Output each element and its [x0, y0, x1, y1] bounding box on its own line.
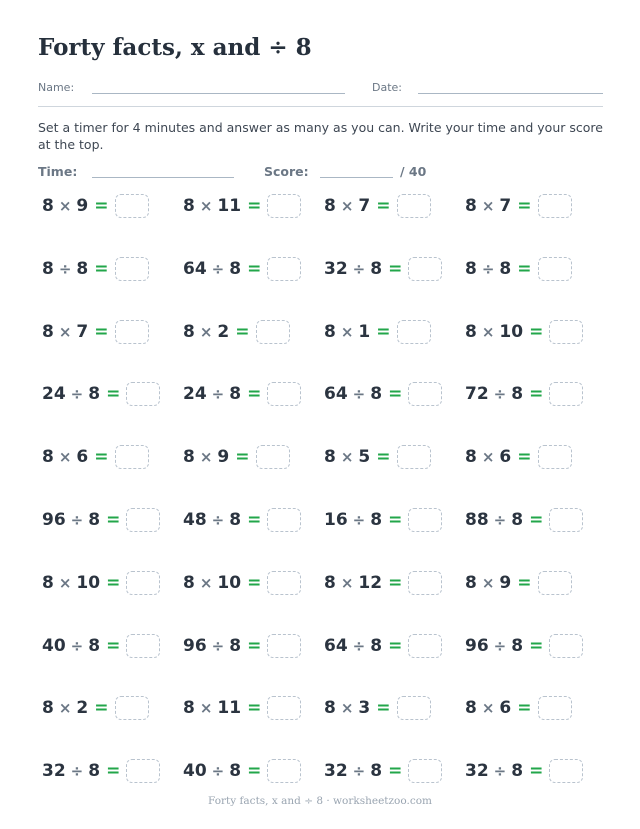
equals-sign: = [529, 384, 544, 405]
answer-box[interactable] [267, 571, 301, 595]
answer-box[interactable] [256, 445, 290, 469]
operand-a: 40 [183, 761, 207, 782]
operator-symbol: × [199, 448, 213, 467]
operand-a: 8 [183, 572, 195, 593]
answer-box[interactable] [267, 759, 301, 783]
answer-box[interactable] [126, 382, 160, 406]
operator-symbol: × [481, 573, 495, 592]
operand-b: 11 [217, 698, 242, 719]
operand-b: 9 [76, 196, 89, 216]
operand-b: 8 [88, 635, 101, 656]
operand-b: 5 [358, 447, 371, 468]
problem-item [324, 633, 442, 659]
operand-b: 6 [76, 447, 89, 468]
equals-sign: = [517, 258, 532, 279]
operator-symbol: ÷ [493, 636, 507, 655]
operator-symbol: ÷ [352, 511, 366, 529]
answer-box[interactable] [126, 634, 160, 658]
operand-b: 8 [511, 384, 524, 405]
operand-b: 8 [229, 635, 242, 656]
operand-a: 8 [42, 258, 54, 279]
operator-symbol: × [340, 197, 354, 215]
problem-item [324, 381, 442, 407]
answer-box[interactable] [115, 696, 149, 720]
operand-b: 8 [88, 384, 101, 405]
answer-box[interactable] [538, 257, 572, 281]
problem-item [42, 381, 160, 407]
answer-box[interactable] [115, 320, 149, 344]
problem-item [42, 758, 160, 784]
answer-box[interactable] [408, 759, 442, 783]
problem-item [183, 381, 301, 407]
equals-sign: = [388, 510, 403, 530]
operand-b: 8 [511, 761, 524, 782]
equals-sign: = [247, 384, 262, 405]
operand-a: 64 [324, 635, 348, 656]
operand-b: 7 [499, 196, 512, 216]
operand-a: 8 [465, 572, 477, 593]
answer-box[interactable] [408, 257, 442, 281]
answer-box[interactable] [267, 257, 301, 281]
operand-a: 8 [42, 572, 54, 593]
name-label: Name: [38, 81, 75, 94]
operator-symbol: ÷ [352, 636, 366, 655]
operand-a: 8 [183, 698, 195, 719]
operand-b: 6 [499, 698, 512, 719]
instructions: Set a timer for 4 minutes and answer as many as you can. Write your time and your score at the top. [38, 120, 603, 152]
operand-a: 8 [465, 196, 477, 216]
operand-a: 8 [183, 321, 195, 342]
answer-box[interactable] [408, 508, 442, 532]
date-label: Date: [372, 81, 402, 94]
problem-item [42, 256, 149, 282]
operand-a: 72 [465, 384, 489, 405]
equals-sign: = [247, 698, 262, 719]
equals-sign: = [94, 258, 109, 279]
operator-symbol: × [340, 322, 354, 341]
operand-a: 40 [42, 635, 66, 656]
operand-b: 8 [511, 635, 524, 656]
equals-sign: = [388, 572, 403, 593]
problem-item [465, 507, 583, 533]
operand-b: 12 [358, 572, 383, 593]
operator-symbol: ÷ [211, 385, 225, 404]
operand-b: 6 [499, 447, 512, 468]
time-label: Time: [38, 164, 78, 179]
operand-a: 64 [183, 258, 207, 279]
score-label: Score: [264, 164, 309, 179]
operand-a: 32 [42, 761, 66, 782]
equals-sign: = [247, 635, 262, 656]
answer-box[interactable] [126, 571, 160, 595]
equals-sign: = [106, 572, 121, 593]
operand-a: 96 [42, 510, 66, 530]
operator-symbol: ÷ [493, 762, 507, 781]
operand-b: 10 [217, 572, 242, 593]
operator-symbol: × [481, 699, 495, 718]
operand-b: 8 [88, 761, 101, 782]
answer-box[interactable] [267, 382, 301, 406]
answer-box[interactable] [115, 257, 149, 281]
operator-symbol: ÷ [211, 636, 225, 655]
equals-sign: = [388, 635, 403, 656]
operator-symbol: × [58, 322, 72, 341]
operand-a: 8 [324, 321, 336, 342]
operand-a: 16 [324, 510, 348, 530]
answer-box[interactable] [126, 759, 160, 783]
answer-box[interactable] [538, 571, 572, 595]
problem-item [465, 381, 583, 407]
operator-symbol: × [58, 699, 72, 718]
operand-a: 96 [465, 635, 489, 656]
problem-item [183, 758, 301, 784]
problem-item [465, 256, 572, 282]
equals-sign: = [247, 572, 262, 593]
operator-symbol: ÷ [70, 762, 84, 781]
equals-sign: = [106, 384, 121, 405]
operand-b: 7 [76, 321, 89, 342]
operand-a: 32 [324, 761, 348, 782]
answer-box[interactable] [397, 194, 431, 218]
answer-box[interactable] [267, 696, 301, 720]
operator-symbol: × [199, 573, 213, 592]
operand-b: 11 [217, 196, 242, 216]
operator-symbol: ÷ [211, 762, 225, 781]
operand-a: 8 [465, 447, 477, 468]
operand-b: 1 [358, 321, 371, 342]
equals-sign: = [517, 196, 532, 216]
operand-a: 32 [465, 761, 489, 782]
equals-sign: = [376, 698, 391, 719]
operator-symbol: × [481, 197, 495, 215]
operand-b: 8 [499, 258, 512, 279]
operator-symbol: × [199, 699, 213, 718]
problem-item [42, 507, 160, 533]
problem-item [183, 633, 301, 659]
answer-box[interactable] [538, 194, 572, 218]
page-title: Forty facts, x and ÷ 8 [38, 34, 312, 61]
equals-sign: = [529, 321, 544, 342]
operator-symbol: ÷ [352, 259, 366, 278]
operand-b: 3 [358, 698, 371, 719]
operand-b: 8 [370, 258, 383, 279]
problem-item [324, 193, 431, 219]
operand-b: 8 [370, 510, 383, 530]
operand-a: 88 [465, 510, 489, 530]
operator-symbol: × [199, 197, 213, 215]
problem-item [183, 319, 290, 345]
operator-symbol: × [481, 448, 495, 467]
answer-box[interactable] [549, 382, 583, 406]
equals-sign: = [247, 761, 262, 782]
operator-symbol: ÷ [70, 385, 84, 404]
equals-sign: = [529, 761, 544, 782]
operator-symbol: × [58, 573, 72, 592]
answer-box[interactable] [126, 508, 160, 532]
problem-item [465, 570, 572, 596]
equals-sign: = [94, 698, 109, 719]
problem-item [183, 507, 301, 533]
answer-box[interactable] [397, 320, 431, 344]
problem-item [183, 695, 301, 721]
problem-item [324, 507, 442, 533]
answer-box[interactable] [549, 759, 583, 783]
operator-symbol: × [340, 573, 354, 592]
operand-b: 8 [229, 510, 242, 530]
equals-sign: = [247, 258, 262, 279]
answer-box[interactable] [549, 508, 583, 532]
problem-item [42, 444, 149, 470]
operator-symbol: × [340, 448, 354, 467]
answer-box[interactable] [538, 445, 572, 469]
operator-symbol: ÷ [70, 511, 84, 529]
equals-sign: = [106, 761, 121, 782]
equals-sign: = [247, 510, 262, 530]
operand-b: 8 [76, 258, 89, 279]
equals-sign: = [388, 258, 403, 279]
equals-sign: = [94, 196, 109, 216]
equals-sign: = [517, 698, 532, 719]
operand-b: 8 [370, 761, 383, 782]
equals-sign: = [529, 510, 544, 530]
operator-symbol: ÷ [493, 511, 507, 529]
footer: Forty facts, x and ÷ 8 · worksheetzoo.com [208, 795, 432, 807]
operand-b: 8 [229, 384, 242, 405]
operator-symbol: × [340, 699, 354, 718]
problem-item [42, 319, 149, 345]
problem-item [465, 444, 572, 470]
operand-a: 8 [465, 698, 477, 719]
operand-b: 9 [499, 572, 512, 593]
answer-box[interactable] [267, 194, 301, 218]
operand-a: 8 [42, 698, 54, 719]
operand-a: 8 [465, 321, 477, 342]
problem-item [183, 444, 290, 470]
operand-b: 8 [88, 510, 101, 530]
operator-symbol: × [58, 197, 72, 215]
problem-item [465, 633, 583, 659]
operand-b: 8 [511, 510, 524, 530]
operand-b: 8 [370, 635, 383, 656]
operand-b: 8 [229, 761, 242, 782]
operator-symbol: ÷ [211, 511, 225, 529]
equals-sign: = [529, 635, 544, 656]
answer-box[interactable] [397, 445, 431, 469]
operand-a: 8 [465, 258, 477, 279]
operator-symbol: ÷ [481, 259, 495, 278]
operand-a: 96 [183, 635, 207, 656]
problem-item [183, 570, 301, 596]
equals-sign: = [94, 321, 109, 342]
problem-item [465, 319, 583, 345]
operand-a: 8 [324, 698, 336, 719]
operand-b: 10 [76, 572, 101, 593]
problem-item [324, 444, 431, 470]
operator-symbol: × [481, 322, 495, 341]
equals-sign: = [376, 447, 391, 468]
equals-sign: = [376, 321, 391, 342]
problem-item [324, 570, 442, 596]
operand-b: 9 [217, 447, 230, 468]
answer-box[interactable] [408, 634, 442, 658]
answer-box[interactable] [549, 320, 583, 344]
problem-item [465, 193, 572, 219]
answer-box[interactable] [538, 696, 572, 720]
operator-symbol: ÷ [58, 259, 72, 278]
problem-item [42, 633, 160, 659]
operator-symbol: × [58, 448, 72, 467]
operand-a: 8 [183, 196, 195, 216]
operand-a: 8 [42, 196, 54, 216]
problem-item [42, 695, 149, 721]
operand-a: 24 [42, 384, 66, 405]
problem-item [465, 695, 572, 721]
equals-sign: = [106, 635, 121, 656]
equals-sign: = [388, 384, 403, 405]
problem-item [324, 319, 431, 345]
operator-symbol: ÷ [352, 385, 366, 404]
operand-a: 8 [324, 447, 336, 468]
operand-a: 8 [324, 572, 336, 593]
answer-box[interactable] [408, 571, 442, 595]
problem-item [324, 256, 442, 282]
operand-a: 8 [42, 447, 54, 468]
answer-box[interactable] [408, 382, 442, 406]
operand-a: 48 [183, 510, 207, 530]
problem-item [324, 758, 442, 784]
operand-b: 10 [499, 321, 524, 342]
operator-symbol: ÷ [352, 762, 366, 781]
operand-b: 7 [358, 196, 371, 216]
problem-item [42, 570, 160, 596]
answer-box[interactable] [115, 194, 149, 218]
operand-b: 2 [76, 698, 89, 719]
operand-a: 8 [183, 447, 195, 468]
operator-symbol: ÷ [70, 636, 84, 655]
problem-item [183, 193, 301, 219]
problem-item [465, 758, 583, 784]
operand-a: 8 [324, 196, 336, 216]
answer-box[interactable] [115, 445, 149, 469]
operand-a: 64 [324, 384, 348, 405]
equals-sign: = [517, 447, 532, 468]
equals-sign: = [235, 321, 250, 342]
equals-sign: = [106, 510, 121, 530]
operand-a: 8 [42, 321, 54, 342]
operator-symbol: ÷ [493, 385, 507, 404]
operator-symbol: × [199, 322, 213, 341]
operand-a: 24 [183, 384, 207, 405]
operand-b: 8 [229, 258, 242, 279]
operand-b: 8 [370, 384, 383, 405]
equals-sign: = [376, 196, 391, 216]
equals-sign: = [388, 761, 403, 782]
operator-symbol: ÷ [211, 259, 225, 278]
equals-sign: = [94, 447, 109, 468]
answer-box[interactable] [397, 696, 431, 720]
problem-item [324, 695, 431, 721]
operand-b: 2 [217, 321, 230, 342]
equals-sign: = [235, 447, 250, 468]
problem-item [42, 193, 149, 219]
answer-box[interactable] [256, 320, 290, 344]
equals-sign: = [247, 196, 262, 216]
problem-item [183, 256, 301, 282]
answer-box[interactable] [267, 508, 301, 532]
answer-box[interactable] [267, 634, 301, 658]
score-total: / 40 [400, 164, 427, 179]
operand-a: 32 [324, 258, 348, 279]
answer-box[interactable] [549, 634, 583, 658]
equals-sign: = [517, 572, 532, 593]
